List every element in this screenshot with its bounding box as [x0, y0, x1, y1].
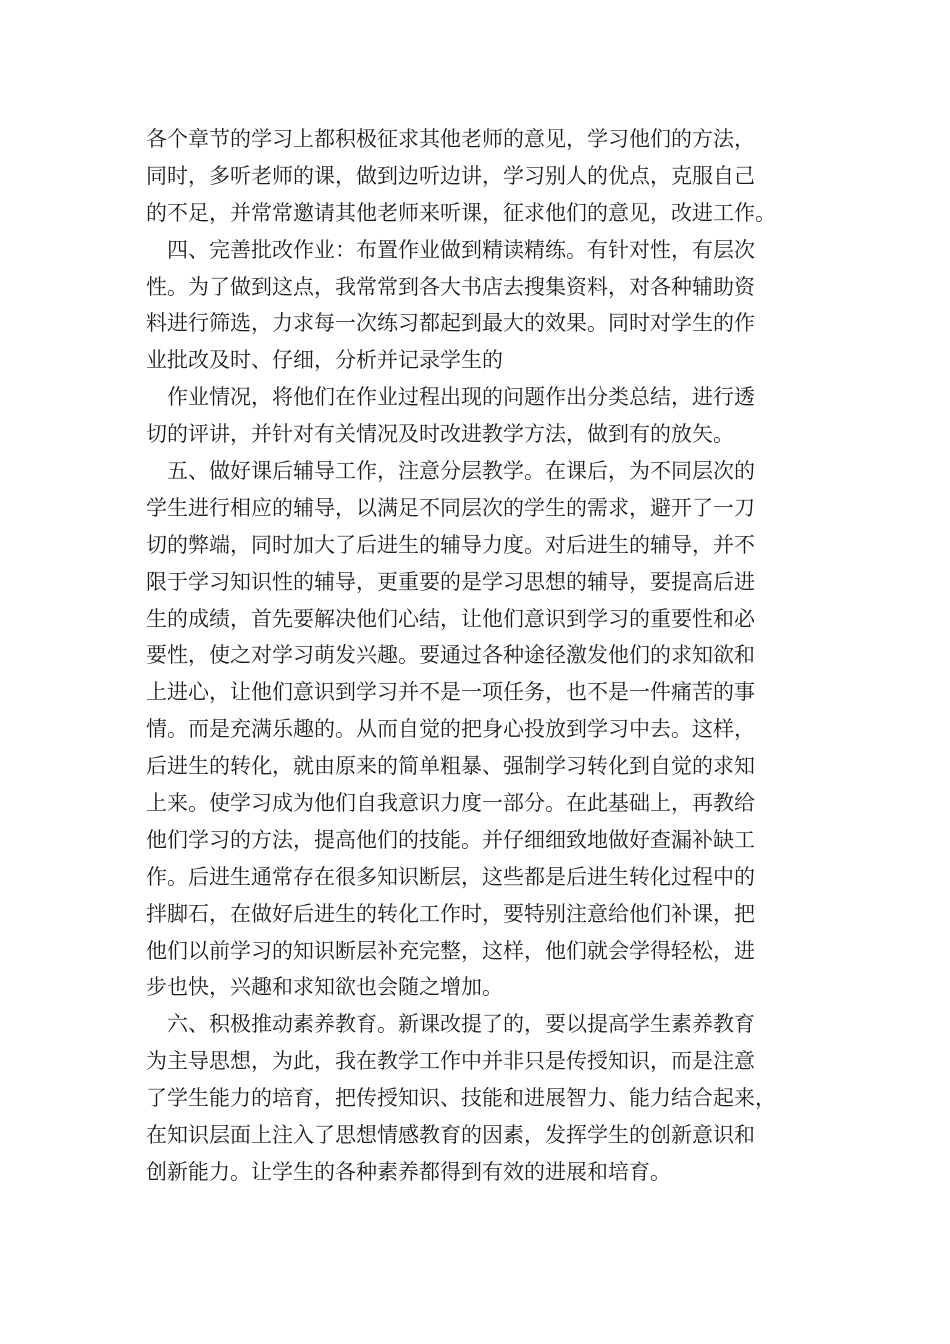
text-line: 他们以前学习的知识断层补充完整，这样，他们就会学得轻松，进 [146, 938, 755, 963]
text-line: 情。而是充满乐趣的。从而自觉的把身心投放到学习中去。这样， [146, 717, 755, 742]
text-line: 为主导思想，为此，我在教学工作中并非只是传授知识，而是注意 [146, 1049, 755, 1074]
text-line: 性。为了做到这点，我常常到各大书店去搜集资料，对各种辅助资 [146, 274, 755, 299]
text-line: 料进行筛选，力求每一次练习都起到最大的效果。同时对学生的作 [146, 311, 755, 336]
text-line: 上来。使学习成为他们自我意识力度一部分。在此基础上，再教给 [146, 791, 755, 816]
text-line: 限于学习知识性的辅导，更重要的是学习思想的辅导，要提高后进 [146, 569, 755, 594]
text-line: 他们学习的方法，提高他们的技能。并仔细细致地做好查漏补缺工 [146, 827, 755, 852]
text-line: 的不足，并常常邀请其他老师来听课，征求他们的意见，改进工作。 [146, 200, 776, 225]
text-line: 创新能力。让学生的各种素养都得到有效的进展和培育。 [146, 1159, 671, 1184]
text-line: 作。后进生通常存在很多知识断层，这些都是后进生转化过程中的 [146, 864, 755, 889]
text-line: 生的成绩，首先要解决他们心结，让他们意识到学习的重要性和必 [146, 606, 755, 631]
text-line: 要性，使之对学习萌发兴趣。要通过各种途径激发他们的求知欲和 [146, 643, 755, 668]
text-line: 六、积极推动素养教育。新课改提了的，要以提高学生素养教育 [146, 1012, 755, 1037]
text-line: 后进生的转化，就由原来的简单粗暴、强制学习转化到自觉的求知 [146, 754, 755, 779]
text-line: 同时，多听老师的课，做到边听边讲，学习别人的优点，克服自己 [146, 163, 755, 188]
text-line: 拌脚石，在做好后进生的转化工作时，要特别注意给他们补课，把 [146, 901, 755, 926]
text-line: 学生进行相应的辅导，以满足不同层次的学生的需求，避开了一刀 [146, 495, 755, 520]
text-line: 四、完善批改作业：布置作业做到精读精练。有针对性，有层次 [146, 237, 755, 262]
text-line: 步也快，兴趣和求知欲也会随之增加。 [146, 975, 503, 1000]
text-line: 了学生能力的培育，把传授知识、技能和进展智力、能力结合起来， [146, 1086, 776, 1111]
text-line: 在知识层面上注入了思想情感教育的因素，发挥学生的创新意识和 [146, 1123, 755, 1148]
text-line: 切的弊端，同时加大了后进生的辅导力度。对后进生的辅导，并不 [146, 532, 755, 557]
text-line: 切的评讲，并针对有关情况及时改进教学方法，做到有的放矢。 [146, 422, 734, 447]
text-line: 业批改及时、仔细，分析并记录学生的 [146, 348, 503, 373]
text-line: 上进心，让他们意识到学习并不是一项任务，也不是一件痛苦的事 [146, 680, 755, 705]
text-line: 作业情况，将他们在作业过程出现的问题作出分类总结，进行透 [146, 385, 755, 410]
body-text [146, 121, 816, 1191]
text-line: 五、做好课后辅导工作，注意分层教学。在课后，为不同层次的 [146, 459, 755, 484]
text-line: 各个章节的学习上都积极征求其他老师的意见，学习他们的方法， [146, 127, 755, 151]
